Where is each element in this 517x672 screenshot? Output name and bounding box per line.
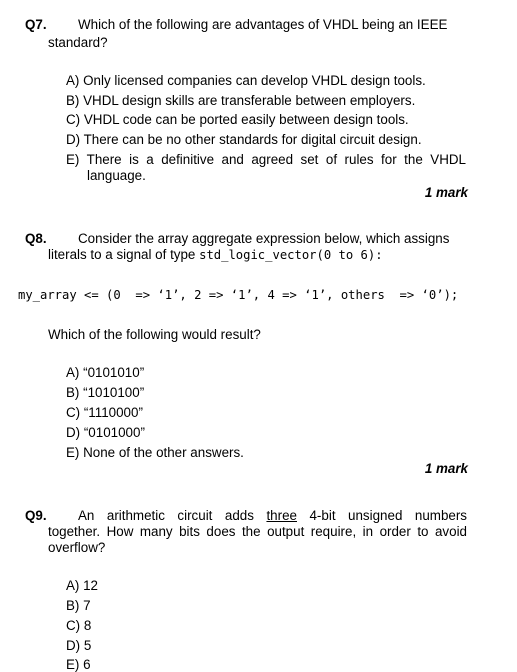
q8-code-line: my_array <= (0 => ‘1’, 2 => ‘1’, 4 => ‘1’, others => ‘0’); bbox=[18, 288, 459, 302]
q7-option-e: E) There is a definitive and agreed set of rules for the VHDL bbox=[66, 152, 466, 167]
q9-emphasis-three: three bbox=[266, 508, 297, 523]
q8-option-c: C) “1110000” bbox=[66, 405, 143, 420]
q9-question-line1-suffix: 4-bit unsigned numbers bbox=[296, 508, 467, 523]
q9-option-c: C) 8 bbox=[66, 618, 92, 633]
q9-option-b: B) 7 bbox=[66, 598, 91, 613]
q7-question-line2: standard? bbox=[48, 35, 108, 50]
q7-question-line1: Which of the following are advantages of VHDL being an IEEE bbox=[78, 17, 448, 32]
q9-question-line1 bbox=[78, 508, 467, 523]
q8-question-line1: Consider the array aggregate expression below, which assigns bbox=[78, 231, 450, 246]
q9-option-d: D) 5 bbox=[66, 638, 92, 653]
q8-type-code: std_logic_vector(0 to 6): bbox=[199, 248, 383, 262]
q9-question-line1-prefix: An arithmetic circuit adds bbox=[78, 508, 267, 523]
q8-prompt: Which of the following would result? bbox=[48, 327, 261, 342]
q9-option-a: A) 12 bbox=[66, 578, 99, 593]
q9-number: Q9. bbox=[25, 508, 47, 523]
q7-option-d: D) There can be no other standards for digital circuit design. bbox=[66, 132, 422, 147]
q9-option-e: E) 6 bbox=[66, 657, 91, 672]
q7-number: Q7. bbox=[25, 17, 47, 32]
q9-question-line3: overflow? bbox=[48, 540, 106, 555]
q8-mark: 1 mark bbox=[424, 461, 468, 476]
q8-question-line2 bbox=[48, 247, 383, 262]
q7-option-e-continued: language. bbox=[87, 168, 146, 183]
q7-option-a: A) Only licensed companies can develop VHDL design tools. bbox=[66, 73, 426, 88]
q7-mark: 1 mark bbox=[424, 185, 468, 200]
q7-option-c: C) VHDL code can be ported easily between design tools. bbox=[66, 112, 409, 127]
q8-number: Q8. bbox=[25, 231, 47, 246]
q8-option-e: E) None of the other answers. bbox=[66, 445, 244, 460]
q9-question-line2: together. How many bits does the output require, in order to avoid bbox=[48, 524, 467, 539]
q8-question-line2-text: literals to a signal of type bbox=[48, 247, 200, 262]
q7-option-b: B) VHDL design skills are transferable between employers. bbox=[66, 93, 416, 108]
q8-option-d: D) “0101000” bbox=[66, 425, 145, 440]
q8-option-b: B) “1010100” bbox=[66, 385, 145, 400]
q8-option-a: A) “0101010” bbox=[66, 365, 145, 380]
